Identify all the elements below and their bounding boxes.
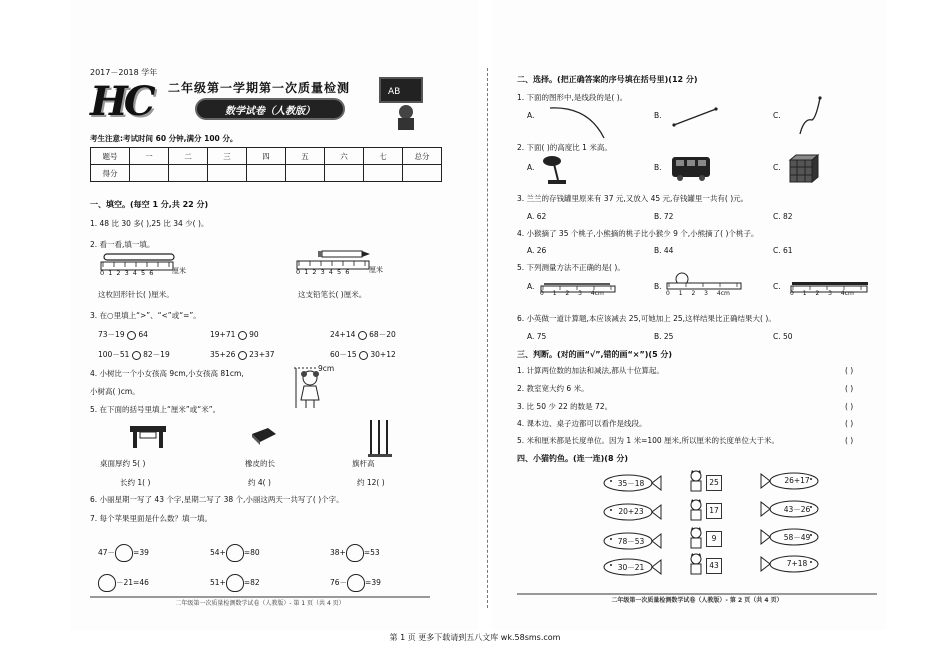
measure-ruler-a: [540, 278, 618, 302]
measure-ruler-c: [790, 278, 870, 302]
s2-q3-option[interactable]: B. 72: [654, 212, 674, 221]
score-input-cell[interactable]: [169, 165, 208, 182]
apple-right: =53: [363, 548, 380, 557]
s1-q2b: 这支铅笔长( )厘米。: [298, 290, 367, 299]
fish-label: 43－26: [783, 505, 811, 514]
fish-label: 20+23: [618, 507, 644, 516]
eraser-icon: [250, 426, 278, 446]
s2-q6-option[interactable]: A. 75: [527, 332, 547, 341]
s2-q4: 4. 小猴摘了 35 个桃子,小熊摘的桃子比小猴少 9 个,小熊摘了( )个桃子。: [517, 229, 759, 238]
cat-icon: [688, 527, 704, 549]
score-table-header-row: [91, 148, 442, 165]
s2-q5: 5. 下列测量方法不正确的是( )。: [517, 263, 625, 272]
s2-q1: 1. 下面的图形中,是线段的是( )。: [517, 93, 628, 102]
exam-note: 考生注意:考试时间 60 分钟,满分 100 分。: [90, 134, 238, 143]
score-input-cell[interactable]: [286, 165, 325, 182]
right-fish[interactable]: [760, 528, 822, 546]
option-label[interactable]: B.: [654, 163, 662, 172]
ruler-numbers: 0 1 2 3 4 5 6: [296, 268, 350, 276]
section3-title: 三、判断。(对的画“√”,错的画“×”)(5 分): [517, 350, 673, 359]
score-input-cell[interactable]: [403, 165, 442, 182]
s2-q3-option[interactable]: A. 62: [527, 212, 547, 221]
judge-item: 3. 比 50 少 22 的数是 72。: [517, 402, 613, 411]
score-input-cell[interactable]: [325, 165, 364, 182]
judge-item: 4. 课本边、桌子边都可以看作是线段。: [517, 419, 647, 428]
compare-left: 19+71: [210, 330, 236, 339]
apple-icon[interactable]: [115, 544, 133, 562]
judge-paren[interactable]: ( ): [845, 366, 854, 375]
s2-q4-option[interactable]: C. 61: [773, 246, 793, 255]
exam-title: 二年级第一学期第一次质量检测: [168, 81, 351, 95]
answer-circle[interactable]: [358, 331, 367, 340]
apple-right: =39: [133, 548, 149, 557]
rubiks-cube-icon: [788, 154, 820, 186]
cat-icon: [688, 499, 704, 521]
cat-number-box[interactable]: 25: [706, 475, 722, 491]
compare-right: 23+37: [249, 350, 275, 359]
apple-equation: [98, 544, 149, 562]
apple-right: =39: [365, 578, 381, 587]
answer-circle[interactable]: [132, 351, 141, 360]
s2-q4-option[interactable]: A. 26: [527, 246, 547, 255]
s1-q3: 3. 在○里填上“>”、“<”或“=”。: [90, 311, 201, 320]
s1-q4a: 4. 小树比一个小女孩高 9cm,小女孩高 81cm,: [90, 369, 244, 378]
desk-icon: [128, 422, 168, 450]
s1-q5: 5. 在下面的括号里填上“厘米”或“米”。: [90, 405, 221, 414]
option-label[interactable]: A.: [527, 111, 535, 120]
measure-ruler-b: [666, 272, 744, 302]
apple-right: －21=46: [116, 578, 149, 587]
q5-item: 桌面厚约 5( ): [100, 459, 146, 468]
cat-icon: [688, 553, 704, 575]
left-fish[interactable]: [600, 503, 662, 521]
score-cell: 二: [169, 148, 208, 165]
cat-number-box[interactable]: 9: [706, 531, 722, 547]
apple-right: =82: [243, 578, 260, 587]
section1-title: 一、填空。(每空 1 分,共 22 分): [90, 200, 209, 209]
apple-equation: [98, 574, 149, 592]
s1-q6: 6. 小丽星期一写了 43 个字,星期二写了 38 个,小丽这两天一共写了( )个字。: [90, 495, 344, 504]
hc-logo: [90, 80, 160, 124]
score-input-cell[interactable]: [208, 165, 247, 182]
score-cell: 一: [130, 148, 169, 165]
option-label[interactable]: B.: [654, 282, 662, 291]
apple-left: 51+: [210, 578, 226, 587]
score-cell: 五: [286, 148, 325, 165]
score-cell: 七: [364, 148, 403, 165]
ruler-numbers: 0 1 2 3 4cm: [790, 290, 854, 297]
apple-equation: [330, 574, 381, 592]
answer-circle[interactable]: [238, 351, 247, 360]
compare-item: [330, 330, 396, 340]
right-page-footer: 二年级第一次质量检测数学试卷（人教版）- 第 2 页（共 4 页）: [517, 593, 877, 605]
apple-left: 76－: [330, 578, 348, 587]
fish-label: 78－53: [617, 537, 645, 546]
score-input-cell[interactable]: [364, 165, 403, 182]
blackboard-icon: [378, 76, 430, 120]
score-cell: 题号: [91, 148, 130, 165]
s1-q4b: 小树高( )cm。: [90, 387, 140, 396]
compare-item: [210, 350, 275, 360]
compare-item: [210, 330, 259, 340]
judge-item: 1. 计算两位数的加法和减法,都从十位算起。: [517, 366, 664, 375]
score-cell: 三: [208, 148, 247, 165]
score-cell: 六: [325, 148, 364, 165]
compare-left: 60－15: [330, 350, 357, 359]
ruler-numbers: 0 1 2 3 4cm: [540, 290, 604, 297]
compare-left: 24+14: [330, 330, 356, 339]
ruler-unit: 厘米: [172, 267, 186, 275]
right-fish[interactable]: [760, 500, 822, 518]
apple-left: 54+: [210, 548, 226, 557]
answer-circle[interactable]: [127, 331, 136, 340]
compare-right: 30+12: [370, 350, 396, 359]
fish-label: 26+17: [784, 476, 810, 485]
desk-lamp-icon: [540, 154, 570, 186]
apple-icon[interactable]: [226, 574, 244, 592]
svg-text:AB: AB: [388, 87, 401, 97]
option-label[interactable]: C.: [773, 282, 781, 291]
q5-item: 约 4( ): [248, 478, 271, 487]
option-label[interactable]: A.: [527, 163, 535, 172]
exam-subtitle: 数学试卷（人教版）: [225, 106, 315, 117]
apple-icon[interactable]: [98, 574, 116, 592]
ruler-numbers: 0 1 2 3 4 5 6: [100, 269, 154, 277]
compare-right: 90: [249, 330, 259, 339]
apple-left: 38+: [330, 548, 346, 557]
page-footer: 第 1 页 更多下载请到五八文库 wk.58sms.com: [389, 633, 561, 642]
segment-figure: [670, 106, 720, 128]
left-fish[interactable]: [600, 532, 662, 550]
apple-icon[interactable]: [226, 544, 244, 562]
apple-icon[interactable]: [346, 544, 364, 562]
left-fish[interactable]: [600, 474, 662, 492]
q5-item: 旗杆高: [352, 459, 375, 468]
s2-q3: 3. 兰兰的存钱罐里原来有 37 元,又放入 45 元,存钱罐里一共有( )元。: [517, 194, 749, 203]
compare-left: 73－19: [98, 330, 125, 339]
s1-q2a: 这枚回形针长( )厘米。: [98, 290, 174, 299]
s2-q4-option[interactable]: B. 44: [654, 246, 674, 255]
s2-q2: 2. 下面( )的高度比 1 米高。: [517, 143, 612, 152]
score-input-cell[interactable]: [247, 165, 286, 182]
compare-left: 100－51: [98, 350, 130, 359]
paperclip-ruler: [100, 252, 190, 278]
judge-item: 2. 教室宽大约 6 米。: [517, 384, 589, 393]
left-page-footer: 二年级第一次质量检测数学试卷（人教版）- 第 1 页（共 4 页）: [90, 596, 430, 608]
apple-left: 47－: [98, 548, 116, 557]
hc-logo-text: HC: [90, 78, 152, 125]
score-cell: 总分: [403, 148, 442, 165]
s2-q6-option[interactable]: C. 50: [773, 332, 793, 341]
answer-circle[interactable]: [238, 331, 247, 340]
s1-q1: 1. 48 比 30 多( ),25 比 34 少( )。: [90, 219, 209, 228]
compare-item: [330, 350, 396, 360]
compare-right: 82－19: [143, 350, 170, 359]
curve-figure: [548, 104, 608, 140]
answer-circle[interactable]: [359, 351, 368, 360]
judge-paren[interactable]: ( ): [845, 384, 854, 393]
section4-title: 四、小猫钓鱼。(连一连)(8 分): [517, 454, 628, 463]
compare-item: [98, 350, 170, 360]
q5-item: 长约 1( ): [120, 478, 151, 487]
fish-label: 35－18: [617, 479, 645, 488]
apple-equation: [210, 574, 260, 592]
exam-year: 2017－2018 学年: [90, 68, 158, 77]
s1-q4c: 9cm: [318, 364, 335, 373]
apple-right: =80: [243, 548, 260, 557]
score-cell: 四: [247, 148, 286, 165]
score-table: [90, 147, 442, 182]
compare-item: [98, 330, 148, 340]
judge-paren[interactable]: ( ): [845, 436, 854, 445]
zigzag-figure: [790, 96, 830, 138]
s2-q3-option[interactable]: C. 82: [773, 212, 793, 221]
judge-item: 5. 米和厘米都是长度单位。因为 1 米=100 厘米,所以厘米的长度单位大于米。: [517, 436, 779, 445]
option-label[interactable]: C.: [773, 163, 781, 172]
apple-equation: [330, 544, 380, 562]
option-label[interactable]: B.: [654, 111, 662, 120]
q5-item: 约 12( ): [357, 478, 385, 487]
page-divider: [487, 68, 488, 608]
option-label[interactable]: C.: [773, 111, 781, 120]
s2-q6: 6. 小英做一道计算题,本应该减去 25,可她加上 25,这样结果比正确结果大( )。: [517, 314, 776, 323]
cat-number-box[interactable]: 43: [706, 558, 722, 574]
score-table-score-row: [91, 165, 442, 182]
fish-label: 7+18: [786, 559, 808, 568]
apple-icon[interactable]: [347, 574, 365, 592]
cat-icon: [688, 470, 704, 492]
ruler-numbers: 0 1 2 3 4cm: [666, 290, 730, 297]
s1-q2: 2. 看一看,填一填。: [90, 240, 155, 249]
judge-paren[interactable]: ( ): [845, 419, 854, 428]
flagpole-icon: [368, 418, 392, 458]
s2-q6-option[interactable]: B. 25: [654, 332, 674, 341]
right-fish[interactable]: [760, 472, 822, 490]
option-label[interactable]: A.: [527, 282, 535, 291]
ruler-unit: 厘米: [369, 266, 383, 274]
q5-item: 橡皮的长: [245, 459, 275, 468]
left-fish[interactable]: [600, 558, 662, 576]
fish-label: 30－21: [617, 563, 645, 572]
bus-icon: [670, 155, 712, 183]
cat-number-box[interactable]: 17: [706, 503, 722, 519]
section2-title: 二、选择。(把正确答案的序号填在括号里)(12 分): [517, 75, 698, 84]
score-input-cell[interactable]: [130, 165, 169, 182]
compare-right: 68－20: [369, 330, 396, 339]
s1-q7: 7. 每个苹果里面是什么数？填一填。: [90, 514, 213, 523]
judge-paren[interactable]: ( ): [845, 402, 854, 411]
fish-label: 58－49: [783, 533, 811, 542]
right-fish[interactable]: [760, 555, 822, 573]
compare-right: 64: [138, 330, 148, 339]
score-cell: 得分: [91, 165, 130, 182]
apple-equation: [210, 544, 260, 562]
pencil-ruler: [296, 247, 396, 277]
compare-left: 35+26: [210, 350, 236, 359]
